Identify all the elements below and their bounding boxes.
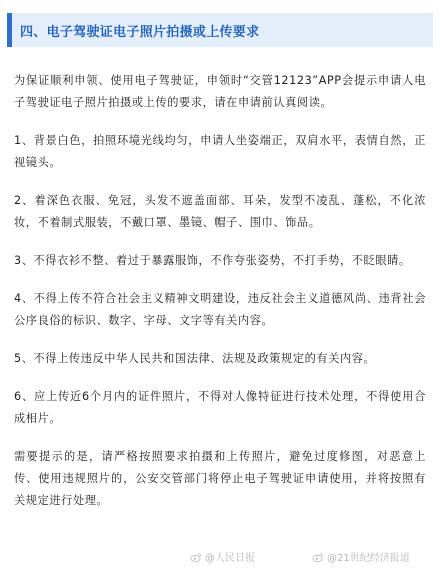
watermark-left-text: @人民日报 [205, 553, 255, 564]
watermark-right-text: @21世纪经济报道 [327, 553, 410, 564]
document-body [14, 70, 426, 528]
requirement-item-3: 3、不得衣衫不整、着过于暴露服饰，不作夸张姿势，不打手势，不眨眼睛。 [14, 254, 411, 267]
intro-paragraph: 为保证顺利申领、使用电子驾驶证，申领时“交管12123”APP会提示申请人电子驾驶证电子照片拍摄或上传的要求，请在申请前认真阅读。 [14, 74, 426, 109]
weibo-icon [190, 551, 202, 563]
requirement-item-4: 4、不得上传不符合社会主义精神文明建设，违反社会主义道德风尚、违背社会公序良俗的标识、数字、字母、文字等有关内容。 [14, 292, 426, 327]
requirement-item-2: 2、着深色衣服、免冠，头发不遮盖面部、耳朵，发型不凌乱、蓬松，不化浓妆，不着制式服装，不戴口罩、墨镜、帽子、围巾、饰品。 [14, 194, 426, 229]
closing-paragraph: 需要提示的是，请严格按照要求拍摄和上传照片，避免过度修图，对恶意上传、使用违规照片的，公安交管部门将停止电子驾驶证申请使用，并将按照有关规定进行处理。 [14, 450, 426, 507]
section-header [7, 13, 433, 47]
watermark-people-daily [190, 549, 255, 564]
watermark-21st-century [312, 549, 410, 564]
requirement-item-6: 6、应上传近6个月内的证件照片，不得对人像特征进行技术处理，不得使用合成相片。 [14, 390, 426, 425]
requirement-item-5: 5、不得上传违反中华人民共和国法律、法规及政策规定的有关内容。 [14, 352, 376, 365]
section-title: 四、电子驾驶证电子照片拍摄或上传要求 [20, 24, 260, 40]
weibo-icon [312, 551, 324, 563]
requirement-item-1: 1、背景白色，拍照环境光线均匀，申请人坐姿端正，双肩水平，表情自然，正视镜头。 [14, 134, 426, 169]
